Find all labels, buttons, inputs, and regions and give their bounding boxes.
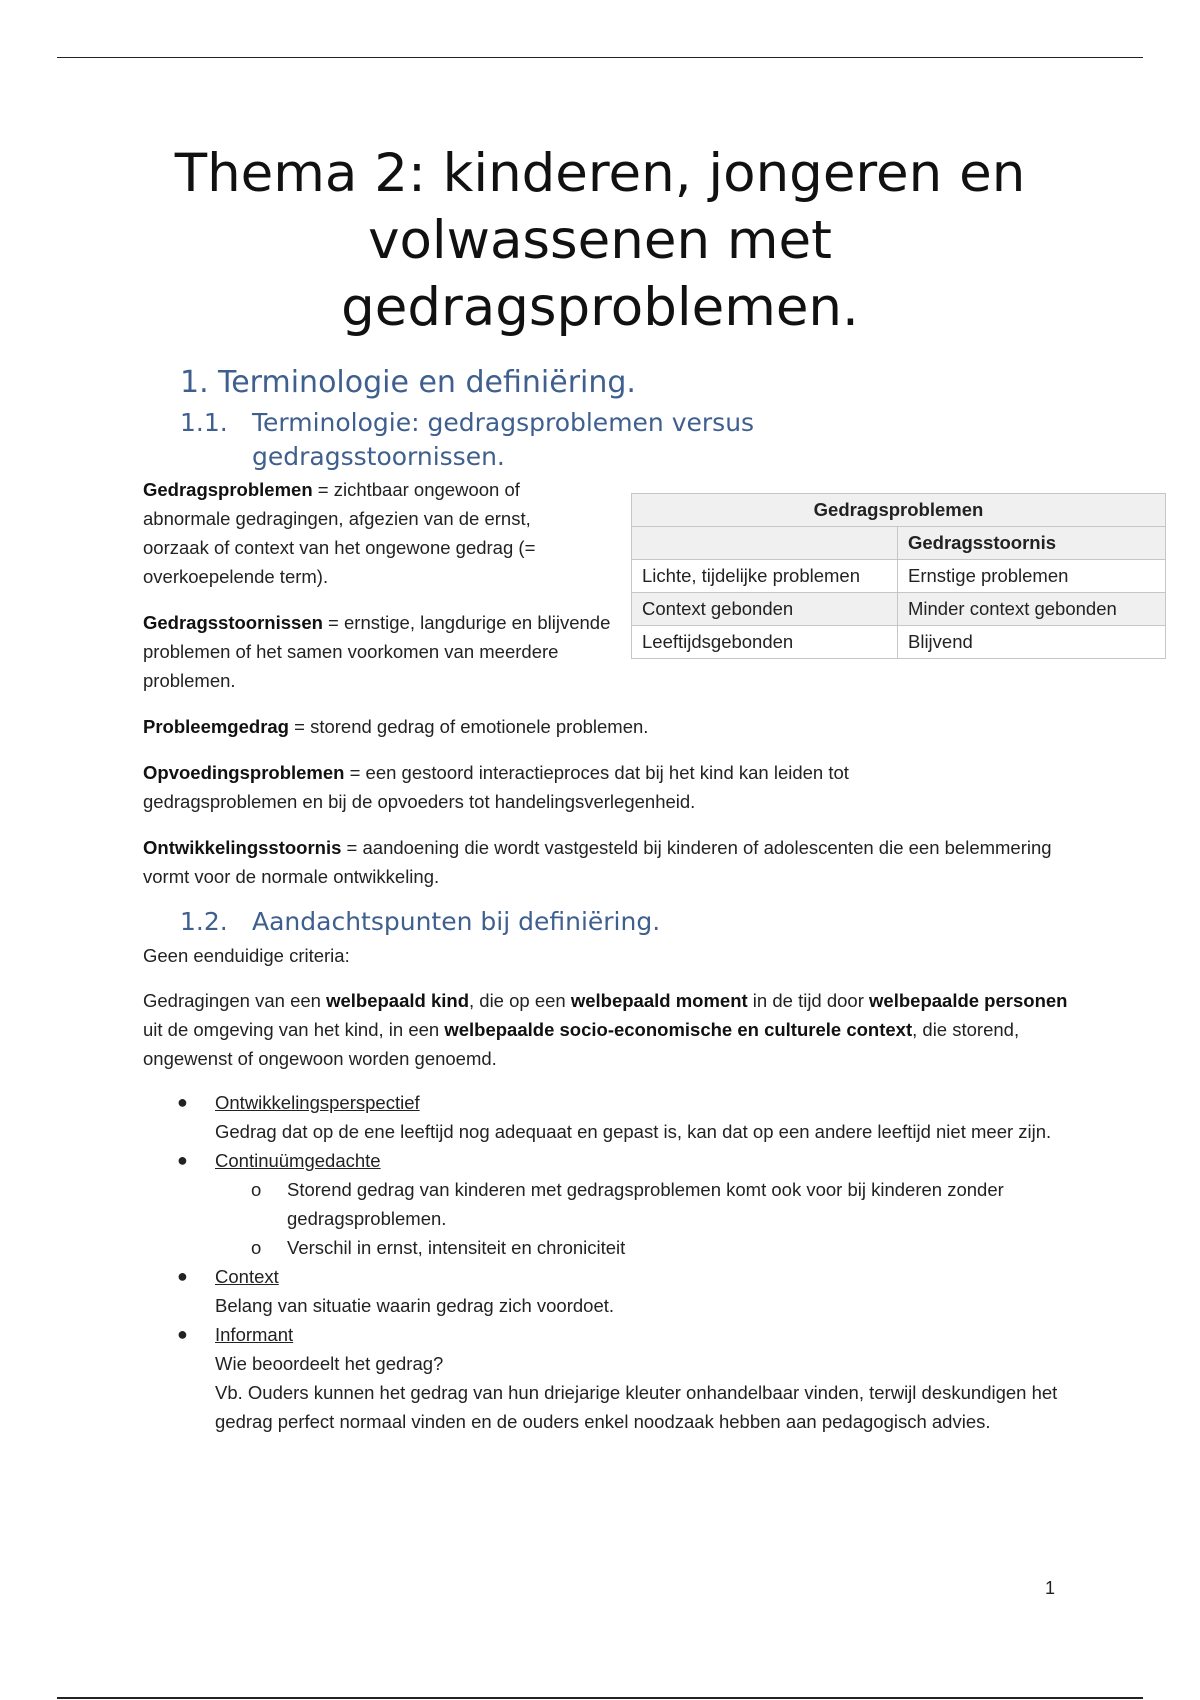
text-opvoedingsproblemen: = een gestoord interactieproces dat bij het kind kan leiden tot gedragsproblemen en bij de opvoeders tot handelingsverlegenheid.: [143, 762, 849, 812]
section-1-title: Terminologie en definiëring.: [218, 365, 636, 400]
criteria-emphasis: welbepaald kind: [326, 990, 469, 1011]
section-1-1-title: Terminologie: gedragsproblemen versus gedragsstoornissen.: [252, 408, 755, 471]
section-1-heading: [180, 364, 636, 402]
circle-bullet-icon: o: [251, 1237, 262, 1258]
section-1-2-heading: [180, 905, 880, 939]
table-row: [632, 593, 1166, 626]
bullet-icon: ●: [177, 1150, 188, 1170]
table-cell: Minder context gebonden: [898, 593, 1166, 626]
definition-gedragsstoornissen: [143, 608, 613, 695]
bullet-title: Ontwikkelingsperspectief: [215, 1092, 420, 1113]
criteria-text: in de tijd door: [747, 990, 870, 1011]
term-ontwikkelingsstoornis: Ontwikkelingsstoornis: [143, 837, 342, 858]
table-subheader-empty: [632, 527, 898, 560]
bullet-text: Wie beoordeelt het gedrag?: [215, 1353, 444, 1374]
sub-list-text: Verschil in ernst, intensiteit en chroniciteit: [287, 1237, 626, 1258]
bullet-title: Informant: [215, 1324, 294, 1345]
term-gedragsstoornissen: Gedragsstoornissen: [143, 612, 323, 633]
bullet-text: Vb. Ouders kunnen het gedrag van hun driejarige kleuter onhandelbaar vinden, terwijl deskundigen het gedrag perfect normaal vinden en de ouders enkel noodzaak hebben aan pedagogisch advies.: [215, 1382, 1058, 1432]
definition-gedragsproblemen: [143, 475, 593, 591]
term-opvoedingsproblemen: Opvoedingsproblemen: [143, 762, 345, 783]
text-probleemgedrag: = storend gedrag of emotionele problemen.: [289, 716, 649, 737]
criteria-text: Gedragingen van een: [143, 990, 327, 1011]
list-item: [177, 1088, 1065, 1146]
table-cell: Blijvend: [898, 626, 1166, 659]
sub-list-text: Storend gedrag van kinderen met gedragsproblemen komt ook voor bij kinderen zonder gedragsproblemen.: [287, 1179, 1004, 1229]
bullet-text: Gedrag dat op de ene leeftijd nog adequaat en gepast is, kan dat op een andere leeftijd niet meer zijn.: [215, 1121, 1052, 1142]
section-1-1-heading: [180, 406, 880, 474]
table-row: [632, 560, 1166, 593]
text-ontwikkelingsstoornis: = aandoening die wordt vastgesteld bij kinderen of adolescenten die een belemmering vormt voor de normale ontwikkeling.: [143, 837, 1052, 887]
section-1-1-number: 1.1.: [180, 408, 228, 437]
section-1-2-title: Aandachtspunten bij definiëring.: [252, 907, 661, 936]
criteria-emphasis: welbepaalde personen: [869, 990, 1068, 1011]
list-item: [177, 1146, 1065, 1262]
criteria-text: , die storend, ongewenst of ongewoon worden genoemd.: [143, 1019, 1020, 1069]
bullet-title: Context: [215, 1266, 279, 1287]
table-cell: Context gebonden: [632, 593, 898, 626]
table-row: [632, 626, 1166, 659]
footer-rule: [57, 1697, 1143, 1699]
section-1-2-number: 1.2.: [180, 907, 228, 936]
table-cell: Leeftijdsgebonden: [632, 626, 898, 659]
sub-list-item: [251, 1233, 1065, 1262]
section-1-number: 1.: [180, 365, 209, 400]
text-gedragsproblemen: = zichtbaar ongewoon of abnormale gedragingen, afgezien van de ernst, oorzaak of context van het ongewone gedrag (= overkoepelende term).: [143, 479, 536, 587]
definition-probleemgedrag: [143, 712, 1093, 741]
term-probleemgedrag: Probleemgedrag: [143, 716, 289, 737]
bullet-icon: ●: [177, 1092, 188, 1112]
sub-list: [215, 1175, 1065, 1262]
criteria-emphasis: welbepaalde socio-economische en culturele context: [444, 1019, 913, 1040]
list-item: [177, 1320, 1065, 1436]
text-gedragsstoornissen: = ernstige, langdurige en blijvende problemen of het samen voorkomen van meerdere problemen.: [143, 612, 611, 691]
sub-list-item: [251, 1175, 1065, 1233]
criteria-text: , die op een: [469, 990, 571, 1011]
criteria-text: uit de omgeving van het kind, in een: [143, 1019, 445, 1040]
header-rule: [57, 57, 1143, 58]
page-number: 1: [1045, 1578, 1056, 1598]
bullet-icon: ●: [177, 1266, 188, 1286]
table-cell: Ernstige problemen: [898, 560, 1166, 593]
table-cell: Lichte, tijdelijke problemen: [632, 560, 898, 593]
page-title: Thema 2: kinderen, jongeren en volwassenen met gedragsproblemen.: [174, 143, 1026, 338]
definition-opvoedingsproblemen: [143, 758, 973, 816]
comparison-table: [631, 493, 1166, 659]
table-subheader: Gedragsstoornis: [898, 527, 1166, 560]
list-item: [177, 1262, 1065, 1320]
criteria-intro: Geen eenduidige criteria:: [143, 945, 350, 966]
term-gedragsproblemen: Gedragsproblemen: [143, 479, 313, 500]
bullet-title: Continuümgedachte: [215, 1150, 381, 1171]
bullet-text: Belang van situatie waarin gedrag zich voordoet.: [215, 1295, 615, 1316]
criteria-paragraph: [143, 986, 1073, 1073]
table-header: Gedragsproblemen: [632, 494, 1166, 527]
circle-bullet-icon: o: [251, 1179, 262, 1200]
definition-ontwikkelingsstoornis: [143, 833, 1053, 891]
attention-points-list: [177, 1088, 1065, 1436]
bullet-icon: ●: [177, 1324, 188, 1344]
criteria-emphasis: welbepaald moment: [570, 990, 748, 1011]
